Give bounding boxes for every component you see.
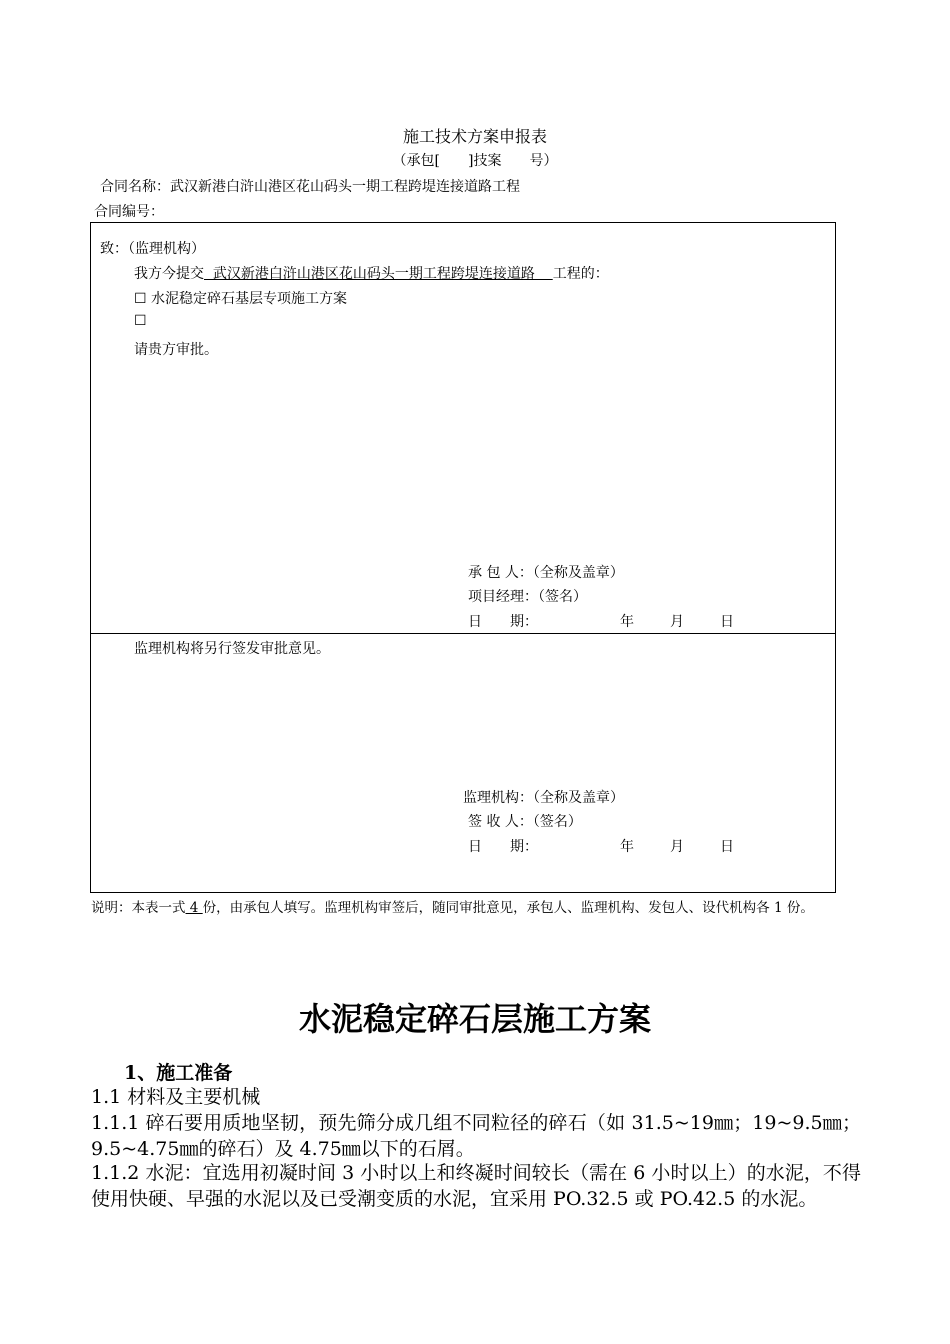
pm-line bbox=[468, 586, 587, 606]
section-heading: 1、施工准备 bbox=[124, 1062, 233, 1084]
paragraph-1: 1.1 材料及主要机械 bbox=[91, 1086, 261, 1108]
date2-label: 日 期： bbox=[468, 839, 538, 855]
to-line: 致：（监理机构） bbox=[100, 241, 205, 257]
submit-suffix: 工程的： bbox=[552, 266, 609, 282]
contract-name-value: 武汉新港白浒山港区花山码头一期工程跨堤连接道路工程 bbox=[170, 179, 520, 195]
form-code: （承包[ ]技案 号） bbox=[392, 153, 558, 169]
option-2 bbox=[134, 313, 147, 329]
supervisor-value: （全称及盖章） bbox=[533, 790, 624, 806]
contract-no-label: 合同编号： bbox=[94, 204, 164, 220]
supervisor-note: 监理机构将另行签发审批意见。 bbox=[134, 641, 330, 657]
date-year: 年 bbox=[620, 614, 634, 630]
supervisor-line bbox=[463, 787, 624, 807]
pm-label: 项目经理： bbox=[468, 589, 538, 605]
contractor-line bbox=[468, 562, 624, 582]
form-title: 施工技术方案申报表 bbox=[402, 127, 547, 146]
document-title: 水泥稳定碎石层施工方案 bbox=[298, 1000, 651, 1038]
pm-value: （签名） bbox=[538, 589, 587, 605]
submit-line bbox=[134, 263, 609, 283]
paragraph-3: 1.1.2 水泥：宜选用初凝时间 3 小时以上和终凝时间较长（需在 6 小时以上）的水泥，不得使用快硬、早强的水泥以及已受潮变质的水泥，宜采用 PO.32.5 或 PO.42.5 的水泥。 bbox=[91, 1162, 861, 1210]
date-day: 日 bbox=[720, 614, 734, 630]
checkbox-icon: ☐ bbox=[134, 313, 147, 329]
contractor-label: 承 包 人： bbox=[468, 565, 533, 581]
date2-day: 日 bbox=[720, 839, 734, 855]
paragraph-2: 1.1.1 碎石要用质地坚韧，预先筛分成几组不同粒径的碎石（如 31.5~19㎜；19~9.5㎜；9.5~4.75㎜的碎石）及 4.75㎜以下的石屑。 bbox=[91, 1112, 861, 1160]
note-prefix: 说明：本表一式 bbox=[91, 900, 186, 916]
request-text: 请贵方审批。 bbox=[134, 342, 218, 358]
contract-name-label: 合同名称： bbox=[100, 179, 170, 195]
receiver-value: （签名） bbox=[532, 814, 582, 830]
note-copies: 4 bbox=[185, 900, 203, 916]
option-1 bbox=[134, 288, 347, 308]
date-label: 日 期： bbox=[468, 614, 538, 630]
submission-box bbox=[90, 222, 836, 634]
checkbox-icon: ☐ bbox=[134, 291, 147, 307]
option-1-text: 水泥稳定碎石基层专项施工方案 bbox=[151, 291, 348, 307]
contractor-value: （全称及盖章） bbox=[532, 565, 624, 581]
date2-month: 月 bbox=[670, 839, 684, 855]
receiver-line bbox=[468, 811, 582, 831]
contract-name-line bbox=[100, 176, 520, 196]
supervisor-label: 监理机构： bbox=[463, 790, 533, 806]
submit-prefix: 我方今提交 bbox=[134, 266, 204, 282]
date2-year: 年 bbox=[620, 839, 634, 855]
note-suffix: 份，由承包人填写。监理机构审签后，随同审批意见，承包人、监理机构、发包人、设代机构各 1 份。 bbox=[202, 900, 814, 916]
submit-project: 武汉新港白浒山港区花山码头一期工程跨堤连接道路 bbox=[204, 266, 553, 282]
date-month: 月 bbox=[670, 614, 684, 630]
form-note bbox=[91, 896, 861, 921]
receiver-label: 签 收 人： bbox=[468, 814, 533, 830]
